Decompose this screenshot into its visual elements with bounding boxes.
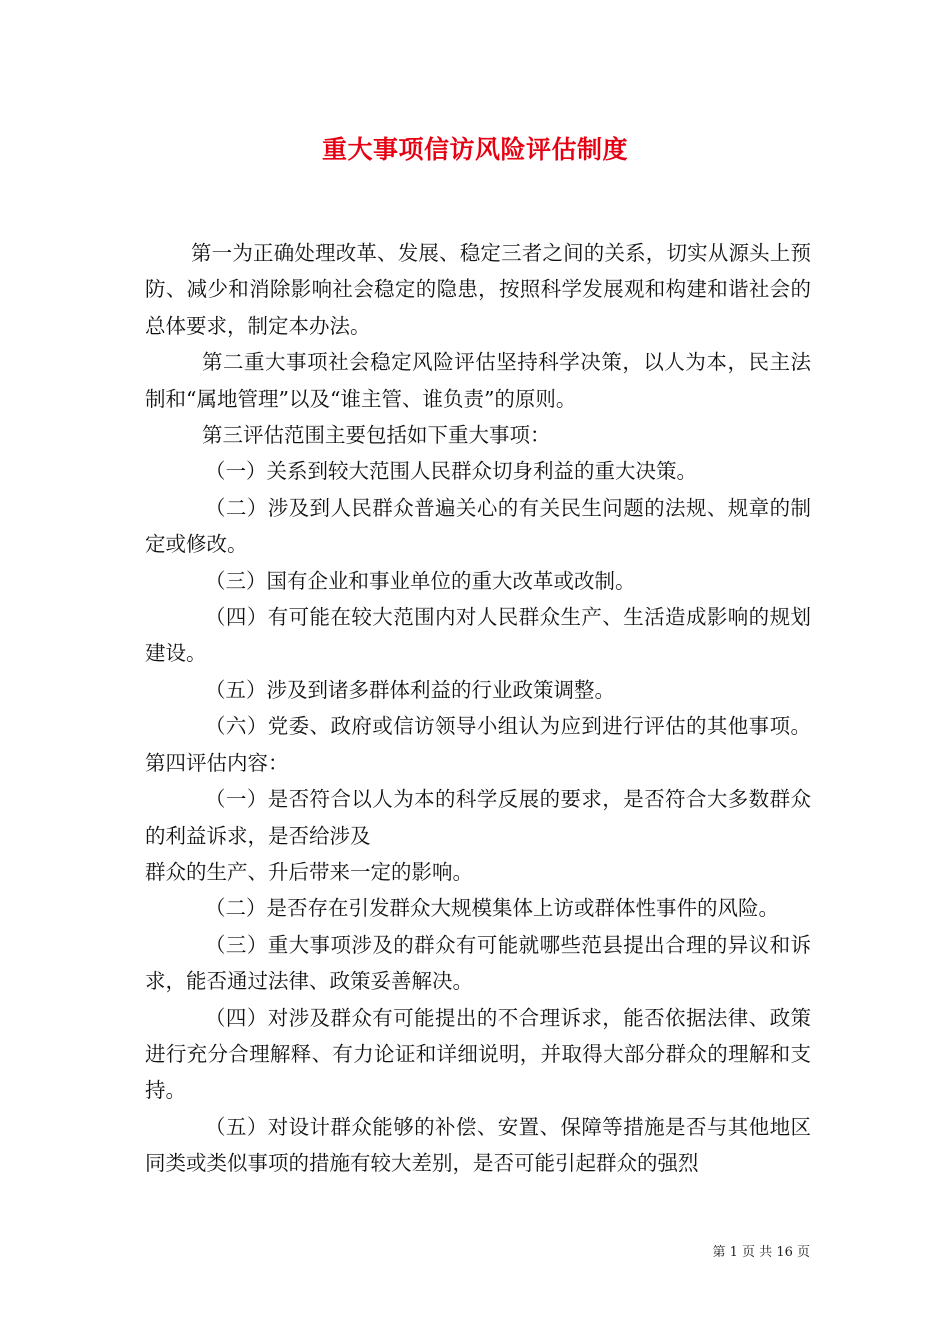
paragraph-scope-item-4: （四）有可能在较大范围内对人民群众生产、生活造成影响的规划建设。 [145,605,811,666]
paragraph-article-3: 第三评估范围主要包括如下重大事项： [202,423,551,448]
paragraph-article-1: 第一为正确处理改革、发展、稳定三者之间的关系，切实从源头上预防、减少和消除影响社会稳定的隐患，按照科学发展观和构建和谐社会的总体要求，制定本办法。 [145,241,811,338]
paragraph-article-2: 第二重大事项社会稳定风险评估坚持科学决策，以人为本，民主法制和“属地管理”以及“谁主管、谁负责”的原则。 [145,350,811,411]
page-number-footer: 第 1 页 共 16 页 [712,1245,810,1260]
document-title: 重大事项信访风险评估制度 [321,135,628,164]
paragraph-scope-item-2: （二）涉及到人民群众普遍关心的有关民生问题的法规、规章的制定或修改。 [145,495,811,557]
paragraph-content-item-3: （三）重大事项涉及的群众有可能就哪些范县提出合理的异议和诉求，能否通过法律、政策妥善解决。 [145,932,811,994]
paragraph-content-item-5: （五）对设计群众能够的补偿、安置、保障等措施是否与其他地区同类或类似事项的措施有较大差别，是否可能引起群众的强烈 [145,1114,811,1176]
paragraph-content-item-2: （二）是否存在引发群众大规模集体上访或群体性事件的风险。 [205,896,779,921]
paragraph-scope-item-6: （六）党委、政府或信访领导小组认为应到进行评估的其他事项。第四评估内容： [145,714,811,775]
paragraph-content-item-1: （一）是否符合以人为本的科学反展的要求，是否符合大多数群众的利益诉求，是否给涉及 [145,787,811,848]
paragraph-scope-item-3: （三）国有企业和事业单位的重大改革或改制。 [205,568,636,593]
paragraph-content-item-1-continued: 群众的生产、升后带来一定的影响。 [145,859,473,884]
paragraph-scope-item-1: （一）关系到较大范围人民群众切身利益的重大决策。 [205,459,697,484]
paragraph-content-item-4: （四）对涉及群众有可能提出的不合理诉求，能否依据法律、政策进行充分合理解释、有力论证和详细说明，并取得大部分群众的理解和支持。 [145,1005,811,1103]
paragraph-scope-item-5: （五）涉及到诸多群体利益的行业政策调整。 [205,677,615,702]
document-body [145,235,811,1182]
